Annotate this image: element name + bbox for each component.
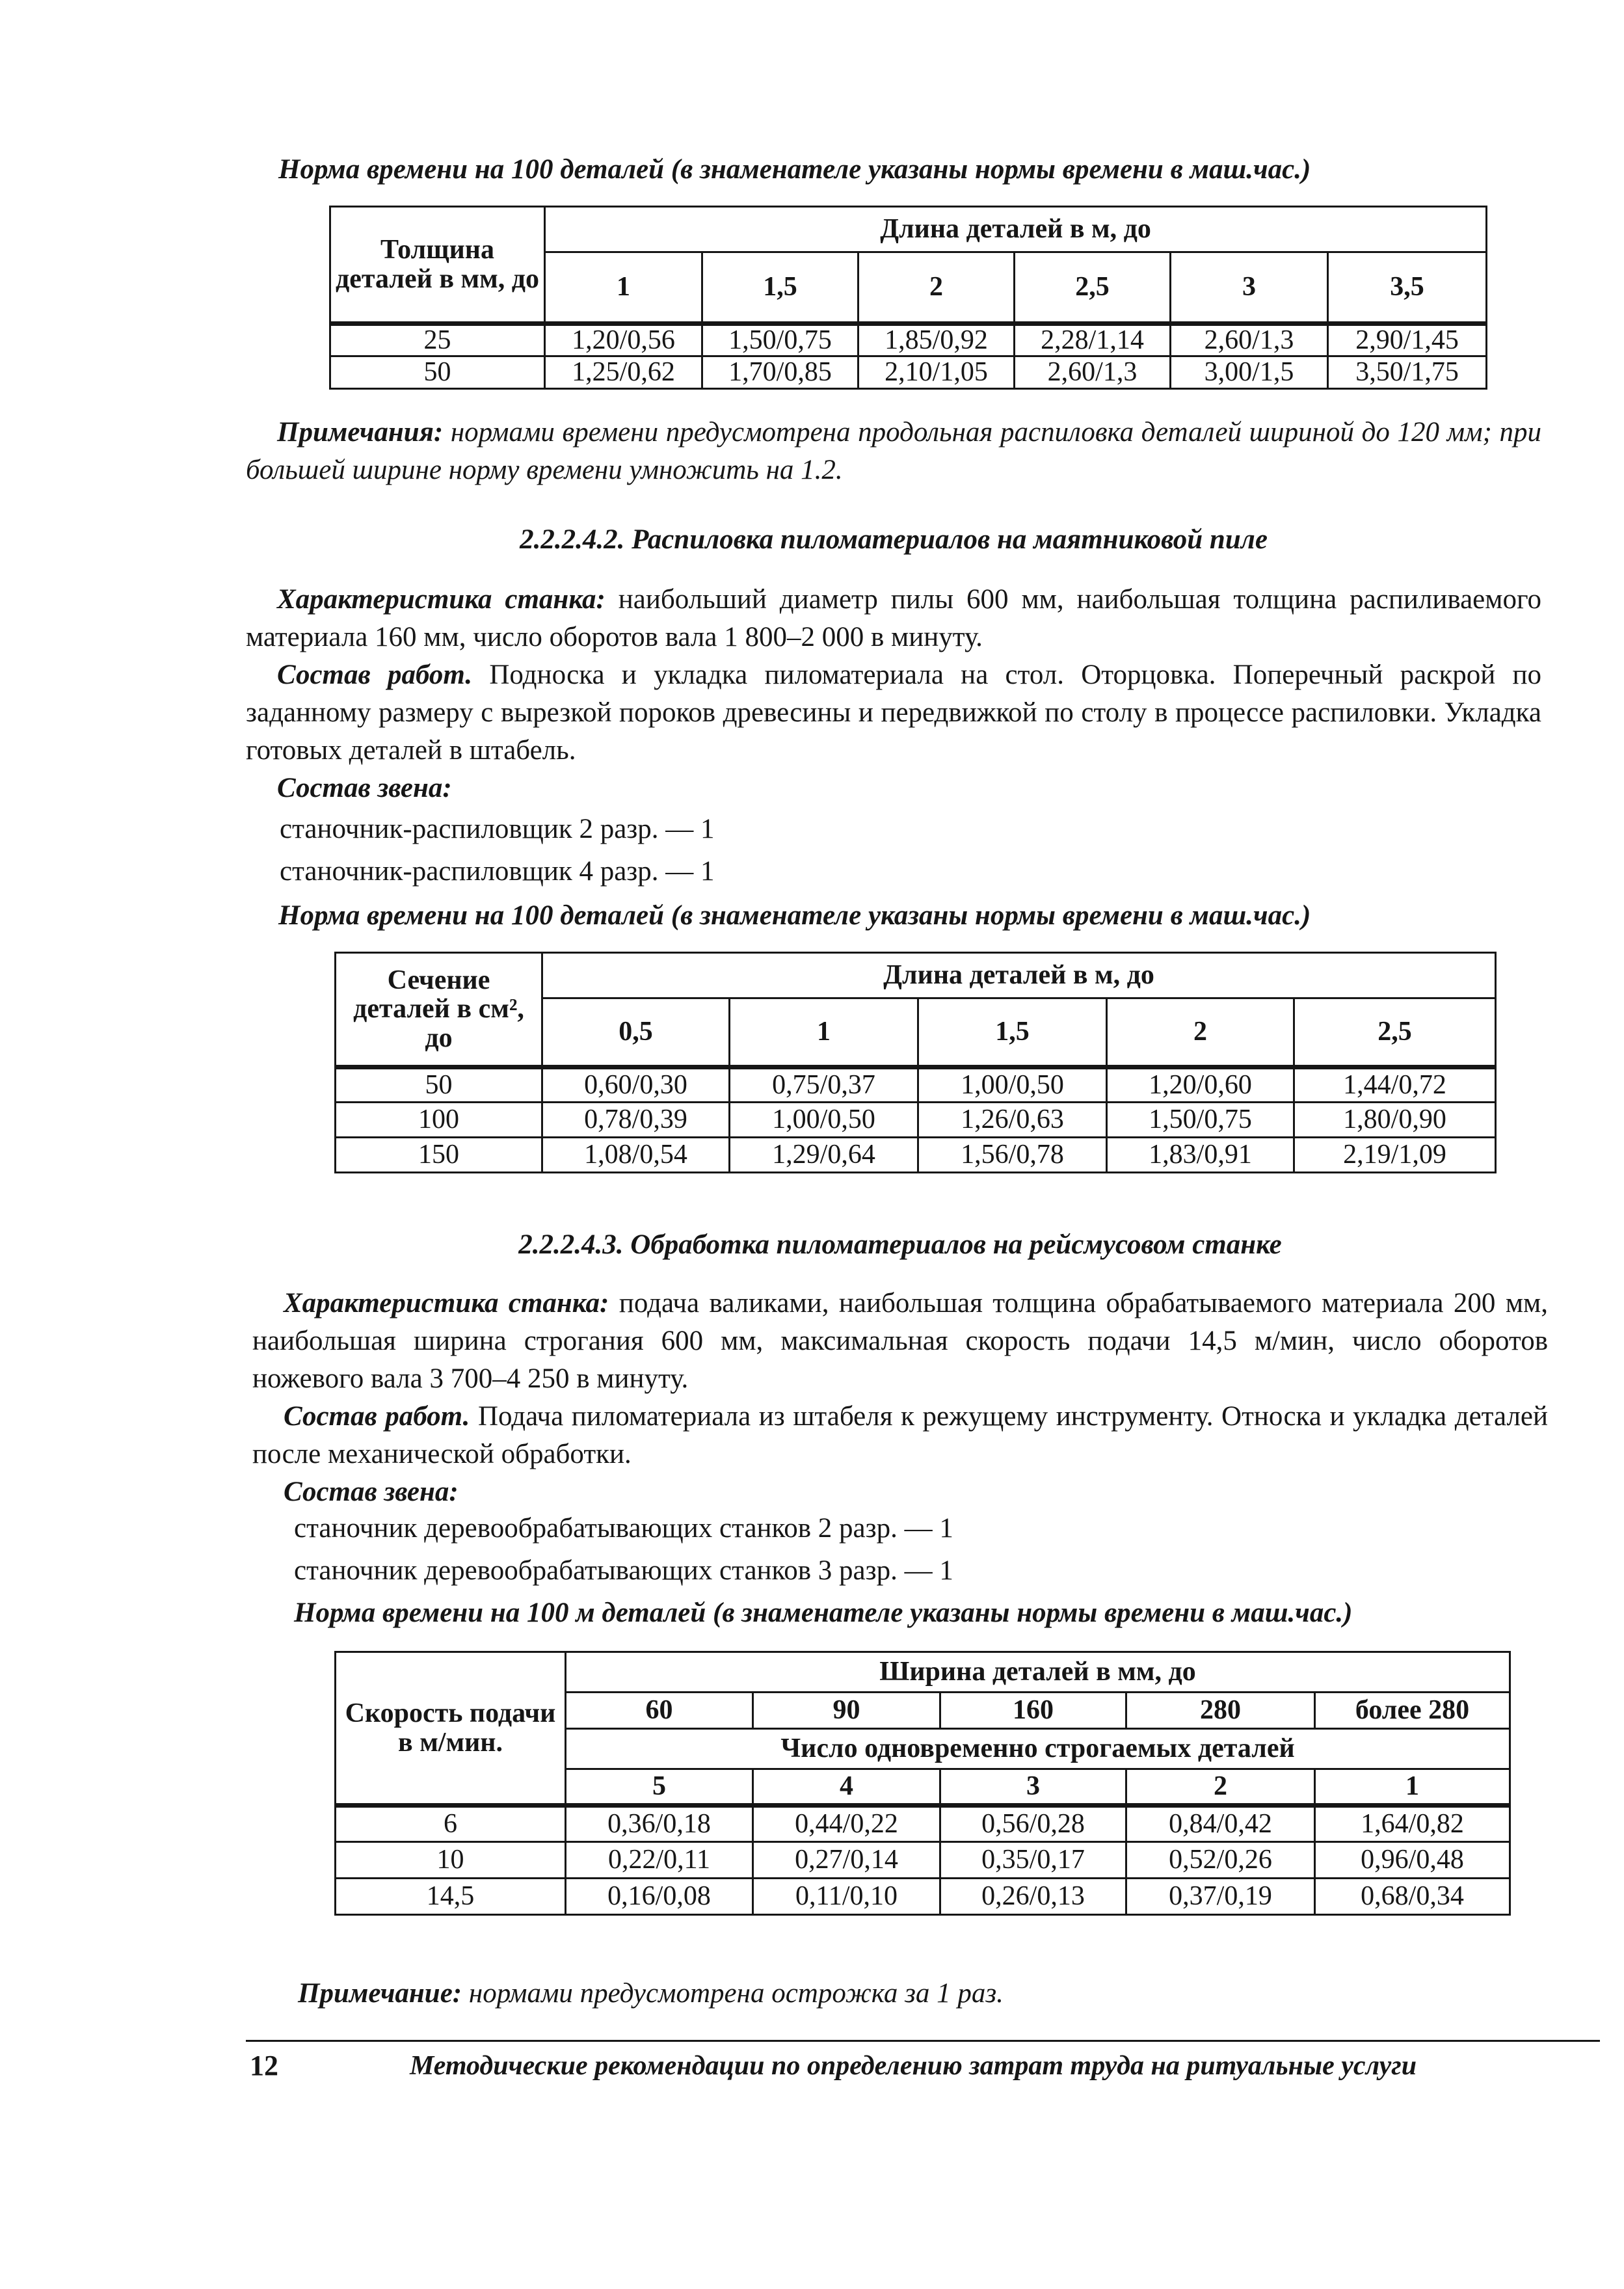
table-cell: 1,44/0,72 — [1294, 1067, 1496, 1103]
table3-group-header: Ширина деталей в мм, до — [566, 1652, 1510, 1693]
row-label: 25 — [330, 324, 545, 356]
section-title: 2.2.2.4.3. Обработка пиломатериалов на рейсмусовом станке — [518, 1229, 1282, 1260]
table-cell: 1,00/0,50 — [730, 1103, 918, 1138]
table1 — [329, 206, 1487, 390]
table-cell: 1,20/0,56 — [545, 324, 702, 356]
table-cell: 1,25/0,62 — [545, 356, 702, 389]
table-row — [330, 324, 1487, 356]
row-label: 50 — [330, 356, 545, 389]
table-cell: 0,52/0,26 — [1126, 1842, 1315, 1879]
crew-label: Состав звена: — [284, 1477, 459, 1507]
table-row — [330, 356, 1487, 389]
table2-col-header: 1 — [730, 998, 918, 1067]
running-footer-title: Методические рекомендации по определению затрат труда на ритуальные услуги — [410, 2051, 1417, 2081]
table-cell: 0,60/0,30 — [542, 1067, 730, 1103]
table-cell: 1,56/0,78 — [918, 1138, 1107, 1173]
table-cell: 0,22/0,11 — [566, 1842, 753, 1879]
table-row — [336, 1103, 1496, 1138]
table3 — [334, 1651, 1511, 1916]
table3-width-header: более 280 — [1315, 1693, 1510, 1729]
row-label: 14,5 — [336, 1879, 566, 1915]
table3-count-header: 5 — [566, 1769, 753, 1806]
characteristics-text: наибольший диаметр пилы 600 мм, наибольшая толщина распиливаемого материала 160 мм, число оборотов вала 1 800–2 000 в минуту. — [246, 584, 1542, 652]
table-cell: 2,90/1,45 — [1328, 324, 1487, 356]
table-cell: 0,68/0,34 — [1315, 1879, 1510, 1915]
row-label: 100 — [336, 1103, 542, 1138]
note-text: нормами предусмотрена острожка за 1 раз. — [468, 1978, 1004, 2009]
table2-col-header: 1,5 — [918, 998, 1107, 1067]
table3-count-header: 1 — [1315, 1769, 1510, 1806]
table2-col-header: 2 — [1107, 998, 1294, 1067]
table2-group-header: Длина деталей в м, до — [542, 953, 1496, 998]
table-row — [336, 1067, 1496, 1103]
table-cell: 1,20/0,60 — [1107, 1067, 1294, 1103]
table-cell: 1,83/0,91 — [1107, 1138, 1294, 1173]
note-label: Примечание: — [298, 1978, 462, 2009]
table-cell: 0,27/0,14 — [753, 1842, 940, 1879]
section-title: 2.2.2.4.2. Распиловка пиломатериалов на маятниковой пиле — [520, 524, 1268, 555]
table1-col-header: 2 — [859, 252, 1015, 324]
table-cell: 0,26/0,13 — [940, 1879, 1126, 1915]
section3-text — [252, 1285, 1548, 1511]
row-label: 6 — [336, 1806, 566, 1842]
table-cell: 0,37/0,19 — [1126, 1879, 1315, 1915]
table-cell: 1,26/0,63 — [918, 1103, 1107, 1138]
note-label: Примечания: — [277, 417, 444, 448]
footer-rule — [246, 2040, 1600, 2042]
table1-col-header: 1 — [545, 252, 702, 324]
row-label: 10 — [336, 1842, 566, 1879]
table-cell: 2,19/1,09 — [1294, 1138, 1496, 1173]
table1-corner-header: Толщина деталей в мм, до — [330, 207, 545, 324]
table-cell: 2,10/1,05 — [859, 356, 1015, 389]
table1-note — [246, 414, 1541, 489]
table3-count-header: 4 — [753, 1769, 940, 1806]
note-text: нормами времени предусмотрена продольная распиловка деталей шириной до 120 мм; при большей ширине норму времени умножить на 1.2. — [246, 417, 1542, 485]
table-cell: 0,96/0,48 — [1315, 1842, 1510, 1879]
table-cell: 0,11/0,10 — [753, 1879, 940, 1915]
table1-col-header: 1,5 — [702, 252, 859, 324]
characteristics-label: Характеристика станка: — [284, 1288, 609, 1319]
table-row — [336, 1879, 1510, 1915]
table2-col-header: 0,5 — [542, 998, 730, 1067]
section2-text — [246, 581, 1541, 807]
characteristics-label: Характеристика станка: — [277, 584, 606, 615]
table-cell: 3,00/1,5 — [1171, 356, 1328, 389]
table-cell: 1,85/0,92 — [859, 324, 1015, 356]
work-label: Состав работ. — [284, 1401, 470, 1432]
table3-note — [298, 1977, 1004, 2009]
table-cell: 1,50/0,75 — [702, 324, 859, 356]
table3-width-header: 160 — [940, 1693, 1126, 1729]
page-number: 12 — [250, 2050, 278, 2082]
table-cell: 1,80/0,90 — [1294, 1103, 1496, 1138]
table-cell: 1,29/0,64 — [730, 1138, 918, 1173]
table3-caption: Норма времени на 100 м деталей (в знаменателе указаны нормы времени в маш.час.) — [294, 1598, 1353, 1628]
table-row — [336, 1806, 1510, 1842]
table3-width-header: 280 — [1126, 1693, 1315, 1729]
table3-count-header: 2 — [1126, 1769, 1315, 1806]
table3-corner-header: Скорость подачи в м/мин. — [336, 1652, 566, 1806]
table-cell: 2,60/1,3 — [1015, 356, 1171, 389]
crew-item: станочник-распиловщик 4 разр. — 1 — [280, 856, 715, 887]
table3-count-header: 3 — [940, 1769, 1126, 1806]
table-cell: 0,78/0,39 — [542, 1103, 730, 1138]
crew-item: станочник-распиловщик 2 разр. — 1 — [280, 814, 715, 844]
table2-caption: Норма времени на 100 деталей (в знаменателе указаны нормы времени в маш.час.) — [278, 900, 1311, 931]
characteristics-text: подача валиками, наибольшая толщина обрабатываемого материала 200 мм, наибольшая ширина строгания 600 мм, максимальная скорость подачи 14,5 м/мин, число оборотов ножевого вала 3 700–4 250 в минуту. — [252, 1288, 1549, 1394]
crew-item: станочник деревообрабатывающих станков 2 разр. — 1 — [294, 1513, 953, 1544]
table-cell: 2,28/1,14 — [1015, 324, 1171, 356]
table-cell: 0,16/0,08 — [566, 1879, 753, 1915]
table1-col-header: 3,5 — [1328, 252, 1487, 324]
work-text: Подноска и укладка пиломатериала на стол. Оторцовка. Поперечный раскрой по заданному размеру с вырезкой пороков древесины и передвижкой по столу в процессе распиловки. Укладка готовых деталей в штабель. — [246, 660, 1541, 766]
table-cell: 1,50/0,75 — [1107, 1103, 1294, 1138]
table3-subgroup-header: Число одновременно строгаемых деталей — [566, 1729, 1510, 1769]
crew-label: Состав звена: — [277, 773, 452, 803]
table-cell: 0,75/0,37 — [730, 1067, 918, 1103]
work-label: Состав работ. — [277, 660, 473, 690]
row-label: 50 — [336, 1067, 542, 1103]
table2 — [334, 952, 1497, 1173]
table1-col-header: 3 — [1171, 252, 1328, 324]
table2-corner-header: Сечение деталей в см², до — [336, 953, 542, 1067]
crew-item: станочник деревообрабатывающих станков 3 разр. — 1 — [294, 1555, 953, 1586]
table-cell: 2,60/1,3 — [1171, 324, 1328, 356]
table-cell: 1,08/0,54 — [542, 1138, 730, 1173]
table-row — [336, 1138, 1496, 1173]
table-row — [336, 1842, 1510, 1879]
table3-width-header: 90 — [753, 1693, 940, 1729]
table-cell: 1,00/0,50 — [918, 1067, 1107, 1103]
table1-caption: Норма времени на 100 деталей (в знаменателе указаны нормы времени в маш.час.) — [278, 154, 1311, 185]
table-cell: 0,44/0,22 — [753, 1806, 940, 1842]
table-cell: 0,84/0,42 — [1126, 1806, 1315, 1842]
table-cell: 1,70/0,85 — [702, 356, 859, 389]
table-cell: 1,64/0,82 — [1315, 1806, 1510, 1842]
table-cell: 0,35/0,17 — [940, 1842, 1126, 1879]
work-text: Подача пиломатериала из штабеля к режущему инструменту. Относка и укладка деталей после механической обработки. — [252, 1401, 1548, 1469]
table-cell: 3,50/1,75 — [1328, 356, 1487, 389]
row-label: 150 — [336, 1138, 542, 1173]
table-cell: 0,56/0,28 — [940, 1806, 1126, 1842]
table1-col-header: 2,5 — [1015, 252, 1171, 324]
table1-group-header: Длина деталей в м, до — [545, 207, 1487, 252]
table3-width-header: 60 — [566, 1693, 753, 1729]
table2-col-header: 2,5 — [1294, 998, 1496, 1067]
table-cell: 0,36/0,18 — [566, 1806, 753, 1842]
